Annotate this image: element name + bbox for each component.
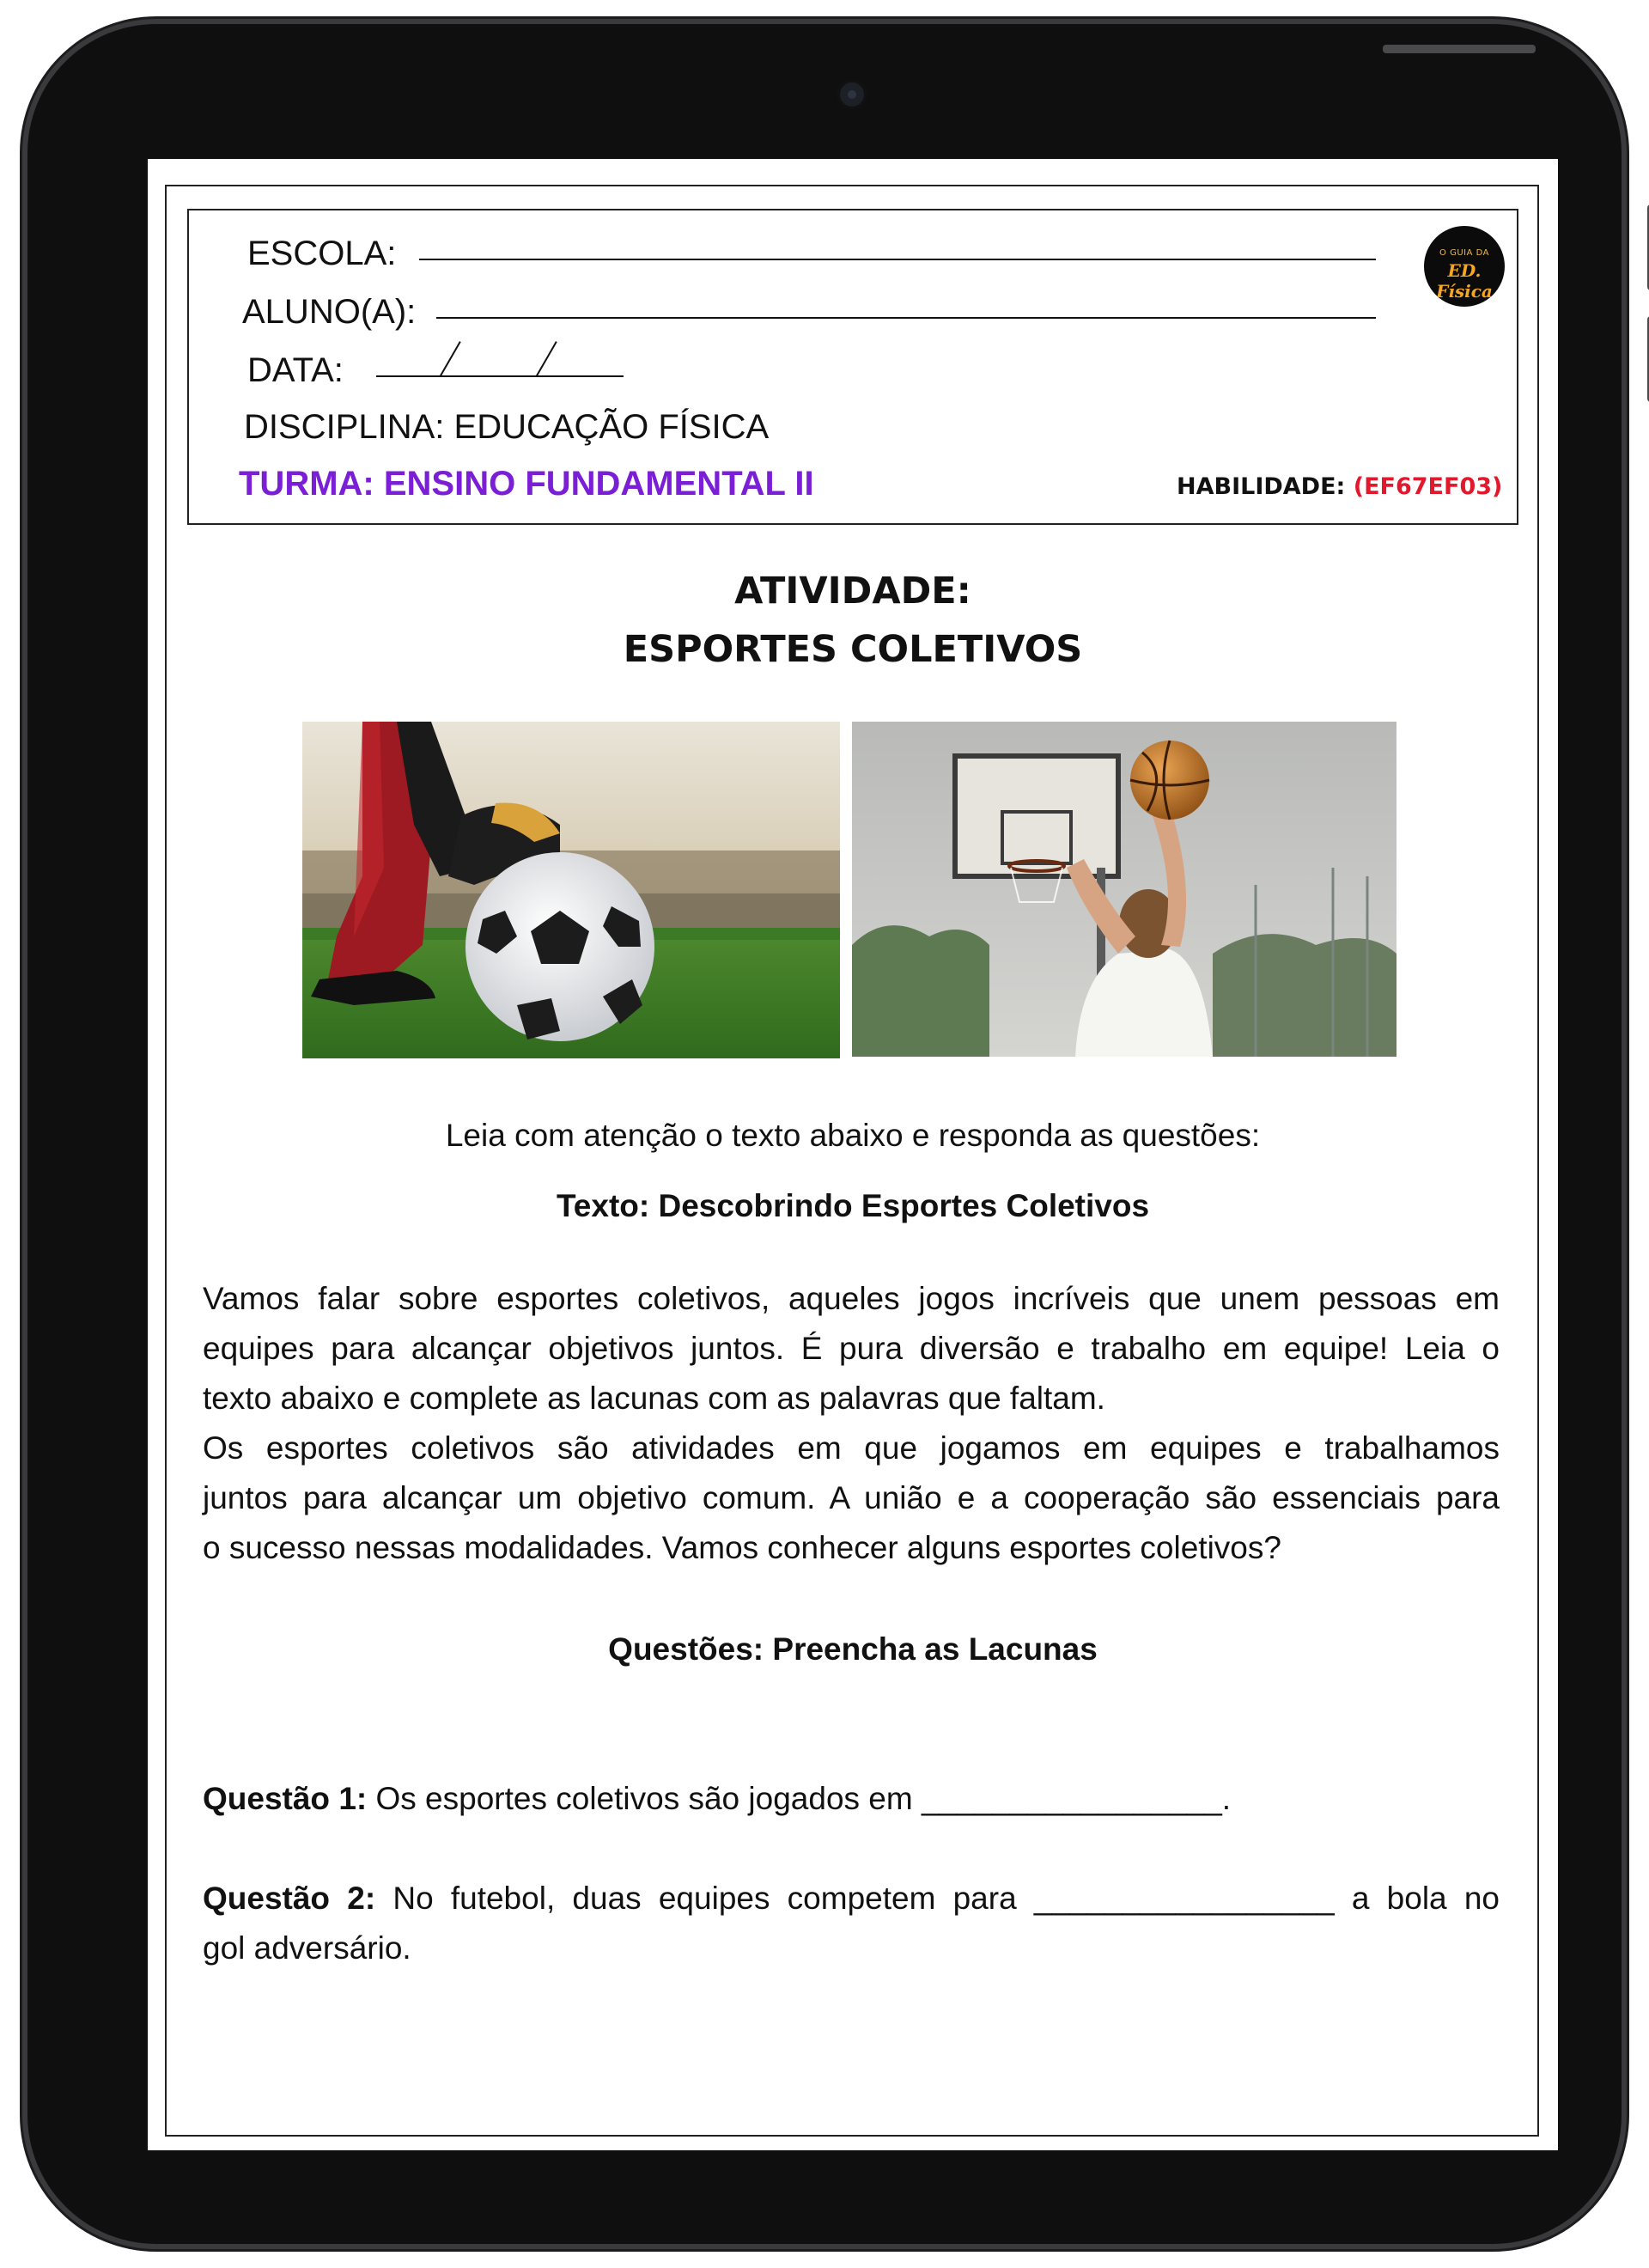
paragraph-line: texto abaixo e complete as lacunas com as palavras que faltam. [203,1381,1105,1416]
paragraph-line: equipes para alcançar objetivos juntos. É pura diversão e trabalho em equipe! Leia o [203,1331,1500,1366]
question-2-line2: gol adversário. [203,1930,411,1966]
tablet-frame [27,24,1622,2244]
logo-big-text: ED. Física [1436,260,1493,302]
soccer-photo-art [302,722,840,1058]
paragraph-line: Os esportes coletivos são atividades em que jogamos em equipes e trabalhamos [203,1430,1500,1466]
aluno-label: ALUNO(A): [242,293,417,331]
text-heading: Texto: Descobrindo Esportes Coletivos [556,1188,1150,1223]
basketball-photo [852,722,1396,1057]
paragraph-line: Vamos falar sobre esportes coletivos, aqueles jogos incríveis que unem pessoas em [203,1281,1500,1316]
title-line1: ATIVIDADE: [734,570,971,613]
question-2-text: No futebol, duas equipes competem para _________________ a bola no [375,1881,1500,1916]
question-1[interactable] [203,1774,1500,1824]
basketball-photo-art [852,722,1396,1057]
front-camera-icon [837,79,867,110]
escola-line[interactable] [419,259,1376,260]
tablet-screen [148,159,1558,2150]
paragraph-line: juntos para alcançar um objetivo comum. A união e a cooperação são essenciais para [203,1480,1500,1515]
title-line2: ESPORTES COLETIVOS [623,628,1083,671]
power-button [1383,45,1536,53]
habilidade [1177,473,1502,500]
disciplina-label: DISCIPLINA: EDUCAÇÃO FÍSICA [244,408,770,446]
question-2[interactable] [203,1874,1500,1973]
paragraph-line: o sucesso nessas modalidades. Vamos conhecer alguns esportes coletivos? [203,1530,1281,1565]
habilidade-label: HABILIDADE: [1177,473,1346,500]
soccer-ball-photo [302,722,840,1058]
aluno-line[interactable] [436,317,1376,319]
data-line[interactable] [376,375,624,377]
question-1-text: Os esportes coletivos são jogados em _________________. [367,1781,1232,1816]
question-2-line1 [203,1874,1500,1924]
logo-small-text: O GUIA DA [1439,248,1489,258]
logo [1424,226,1505,307]
habilidade-code: (EF67EF03) [1353,473,1503,500]
turma-label: TURMA: ENSINO FUNDAMENTAL II [239,465,814,503]
question-1-label: Questão 1: [203,1781,368,1816]
escola-label: ESCOLA: [247,235,397,272]
paragraph [203,1274,1500,1573]
data-label: DATA: [247,351,344,389]
question-2-label: Questão 2: [203,1881,376,1916]
instruction-text: Leia com atenção o texto abaixo e responda as questões: [445,1118,1261,1153]
questions-heading: Questões: Preencha as Lacunas [608,1631,1098,1667]
